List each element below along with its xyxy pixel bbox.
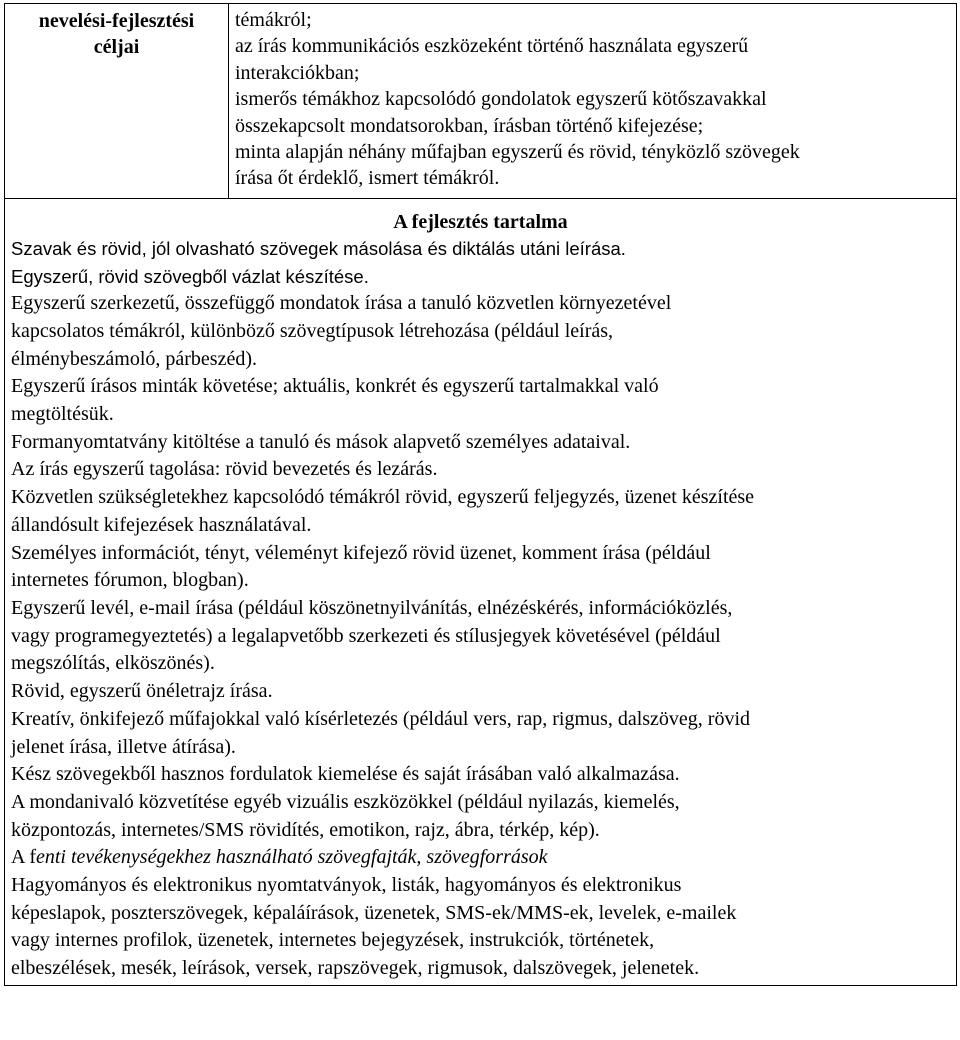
content-line: központozás, internetes/SMS rövidítés, emotikon, rajz, ábra, térkép, kép). (11, 818, 600, 841)
content-line: jelenet írása, illetve átírása). (11, 735, 236, 758)
content-line: Egyszerű szerkezetű, összefüggő mondatok írása a tanuló közvetlen környezetével (11, 292, 672, 315)
goals-label-cell (5, 4, 229, 199)
content-line: élménybeszámoló, párbeszéd). (11, 347, 258, 370)
text-types-line: elbeszélések, mesék, leírások, versek, rapszövegek, rigmusok, dalszövegek, jelenetek. (11, 957, 700, 980)
goal-line: minta alapján néhány műfajban egyszerű és rövid, tényközlő szövegek (235, 141, 800, 164)
content-line: Formanyomtatvány kitöltése a tanuló és mások alapvető személyes adataival. (11, 430, 631, 453)
section-title: A fejlesztés tartalma (393, 210, 568, 233)
content-line: Kész szövegekből hasznos fordulatok kiemelése és saját írásában való alkalmazása. (11, 763, 680, 786)
curriculum-table (4, 3, 957, 986)
goal-line: interakciókban; (235, 61, 360, 84)
content-line: Közvetlen szükségletekhez kapcsolódó témákról rövid, egyszerű feljegyzés, üzenet készítése (11, 486, 755, 509)
text-types-line: képeslapok, poszterszövegek, képaláírások, üzenetek, SMS-ek/MMS-ek, levelek, e-mailek (11, 901, 737, 924)
goals-label-line: céljai (93, 36, 140, 58)
content-line: Rövid, egyszerű önéletrajz írása. (11, 680, 273, 703)
content-line: kapcsolatos témákról, különböző szövegtípusok létrehozása (például leírás, (11, 319, 614, 342)
content-line: Az írás egyszerű tagolása: rövid bevezetés és lezárás. (11, 458, 438, 481)
content-line: A mondanivaló közvetítése egyéb vizuális eszközökkel (például nyilazás, kiemelés, (11, 790, 680, 813)
content-line: Egyszerű, rövid szövegből vázlat készítése. (11, 265, 369, 287)
text-types-heading (11, 844, 950, 872)
content-line: megtöltésük. (11, 403, 114, 426)
goals-row (5, 4, 957, 199)
goal-line: összekapcsolt mondatsorokban, írásban történő kifejezése; (235, 114, 704, 137)
content-line: Személyes információt, tényt, véleményt kifejező rövid üzenet, komment írása (például (11, 541, 711, 564)
content-line: vagy programegyeztetés) a legalapvetőbb szerkezeti és stílusjegyek követésével (például (11, 624, 721, 647)
content-row (5, 198, 957, 985)
content-line: megszólítás, elköszönés). (11, 652, 215, 675)
content-line: Egyszerű levél, e-mail írása (például köszönetnyilvánítás, elnézéskérés, információközlés, (11, 596, 733, 619)
content-line: Kreatív, önkifejező műfajokkal való kísérletezés (például vers, rap, rigmus, dalszöveg, rövid (11, 707, 751, 730)
goals-text-cell (229, 4, 957, 199)
text-types-heading-italic: enti tevékenységekhez használható szövegfajták, szövegforrások (36, 846, 548, 869)
goals-label-line: nevelési-fejlesztési (38, 10, 195, 32)
text-types-line: vagy internes profilok, üzenetek, internetes bejegyzések, instrukciók, történetek, (11, 929, 655, 952)
text-types-line: Hagyományos és elektronikus nyomtatványok, listák, hagyományos és elektronikus (11, 874, 682, 897)
goal-line: az írás kommunikációs eszközeként történő használata egyszerű (235, 35, 749, 58)
content-line: internetes fórumon, blogban). (11, 569, 249, 592)
goal-line: írása őt érdeklő, ismert témákról. (235, 167, 500, 190)
goal-line: témákról; (235, 9, 312, 31)
goal-line: ismerős témákhoz kapcsolódó gondolatok egyszerű kötőszavakkal (235, 88, 767, 111)
content-line: Szavak és rövid, jól olvasható szövegek másolása és diktálás utáni leírása. (11, 237, 626, 259)
content-cell (5, 198, 957, 985)
content-line: állandósult kifejezések használatával. (11, 513, 312, 536)
text-types-heading-prefix: A f (11, 846, 36, 869)
content-line: Egyszerű írásos minták követése; aktuális, konkrét és egyszerű tartalmakkal való (11, 375, 659, 398)
